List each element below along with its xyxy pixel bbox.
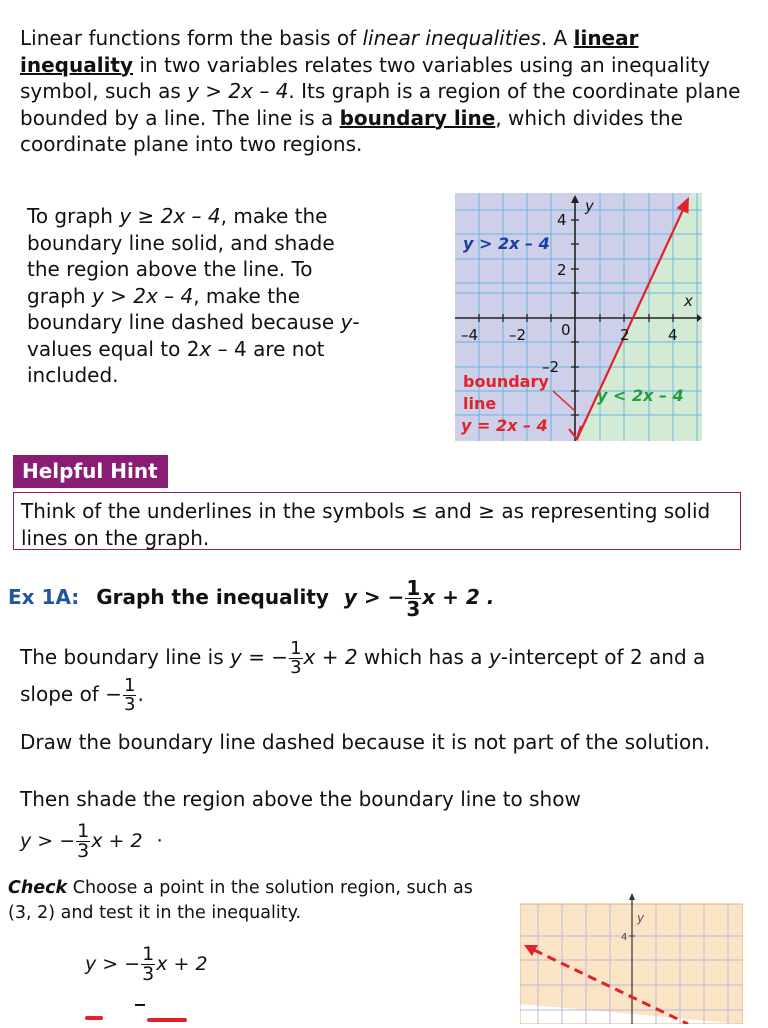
boundary-label-2: line: [463, 394, 497, 413]
example-expression: y > − $\frac{1}{3}$ x + 2 .: [343, 576, 495, 621]
test-expression: y > − $\frac{1}{3}$ x + 2: [85, 943, 208, 985]
graphing-explanation: To graph y ≥ 2x – 4, make the boundary line solid, and shade the region above the line. To graph y > 2x – 4, make the boundary line dashed because y-values equal to 2x – 4 are not included.: [27, 204, 360, 387]
substitution-line-partial: [85, 1004, 225, 1024]
boundary-expression: y = − $\frac{1}{3}$ x + 2: [230, 638, 358, 678]
helpful-hint-text: Think of the underlines in the symbols ≤ and ≥ as representing solid lines on the graph.: [21, 499, 711, 550]
intro-paragraph: Linear functions form the basis of linear inequalities. A linear inequality in two variables relates two variables using an inequality symbol, such as y > 2x – 4. Its graph is a region of the coordinate plane bounded by a line. The line is a boundary line, which divides the coordinate plane into two regions.: [20, 26, 741, 156]
solution-expression: y > − $\frac{1}{3}$ x + 2 ·: [20, 820, 163, 862]
example-graph: [520, 892, 743, 1024]
helpful-hint-box: [13, 492, 741, 550]
tick-x-2: 2: [620, 326, 630, 344]
tick-x-neg4: –4: [461, 326, 479, 344]
x-axis-label: x: [684, 292, 693, 310]
y-axis-label: y: [585, 197, 594, 215]
tick-x-0: 0: [561, 321, 571, 339]
helpful-hint-tab: Helpful Hint: [13, 455, 168, 488]
example-heading: [8, 578, 494, 619]
boundary-equation: y = 2x – 4: [461, 416, 548, 435]
y-axis-arrow-2: [629, 893, 635, 900]
tick-y-4: 4: [557, 211, 567, 229]
tick-y-neg2: –2: [542, 358, 560, 376]
slope-expression: − $\frac{1}{3}$ .: [105, 675, 144, 715]
tick-y-4-2: 4: [621, 932, 628, 943]
label-below-region: y < 2x – 4: [597, 386, 684, 405]
tick-x-neg2: –2: [509, 326, 527, 344]
check-paragraph: Check Choose a point in the solution region, such as (3, 2) and test it in the inequality.: [8, 878, 473, 923]
term-linear-inequality: linear inequality: [20, 26, 639, 77]
inequality-graph-svg: [455, 193, 702, 441]
intro-em: linear inequalities: [362, 26, 541, 50]
example-title: Graph the inequality: [96, 585, 329, 609]
tick-y-2: 2: [557, 261, 567, 279]
example-graph-svg: [520, 892, 743, 1024]
example-sentence-1: The boundary line is y = − $\frac{1}{3}$ x + 2 which has a y-intercept of 2 and a slope of − $\frac{1}{3}$ .: [20, 638, 706, 715]
example-label: Ex 1A:: [8, 585, 80, 609]
y-axis-label-2: y: [637, 911, 645, 925]
example-sentence-2: Draw the boundary line dashed because it is not part of the solution.: [20, 730, 711, 754]
term-boundary-line: boundary line: [339, 105, 496, 130]
inequality-graph: [455, 193, 702, 441]
example-sentence-3: Then shade the region above the boundary line to show: [20, 787, 581, 811]
boundary-label-1: boundary: [463, 372, 549, 391]
label-above-region: y > 2x – 4: [463, 234, 550, 253]
check-label: Check: [8, 878, 68, 898]
tick-x-4: 4: [668, 326, 678, 344]
